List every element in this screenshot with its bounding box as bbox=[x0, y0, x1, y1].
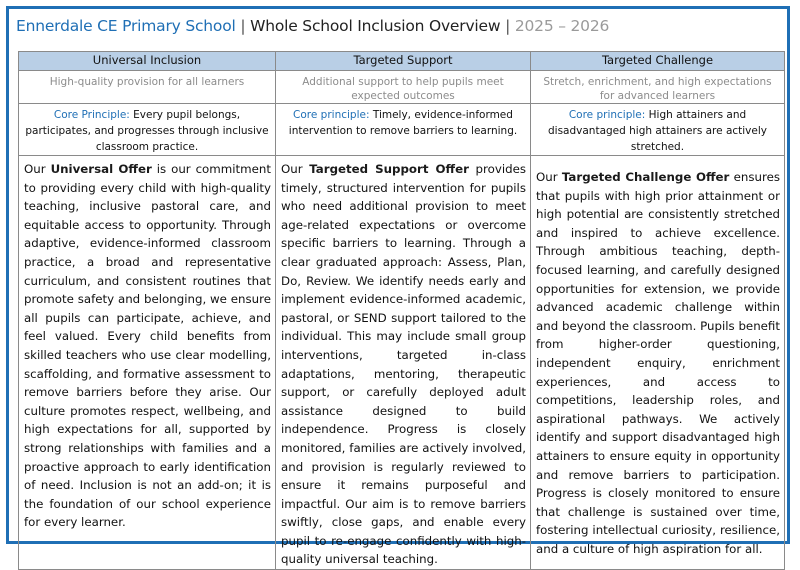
core-principle-text: Timely, evidence-informed intervention to remove barriers to learning. bbox=[288, 109, 518, 137]
column-heading-universal: Universal Inclusion bbox=[19, 52, 276, 71]
core-principle bbox=[531, 104, 785, 156]
core-principle bbox=[19, 104, 276, 156]
document-title: Whole School Inclusion Overview bbox=[250, 17, 501, 35]
table-header-row bbox=[19, 52, 785, 71]
core-principle-label: Core principle: bbox=[293, 109, 370, 121]
column-subtitle: High-quality provision for all learners bbox=[19, 71, 276, 104]
principle-row bbox=[19, 104, 785, 156]
core-principle-text: High attainers and disadvantaged high attainers are actively stretched. bbox=[548, 109, 767, 153]
column-subtitle: Additional support to help pupils meet expected outcomes bbox=[276, 71, 531, 104]
title-separator: | bbox=[505, 17, 511, 35]
title-separator: | bbox=[240, 17, 246, 35]
offer-name: Universal Offer bbox=[50, 162, 152, 176]
body-intro: Our bbox=[281, 162, 303, 176]
page-title bbox=[16, 17, 609, 35]
offer-name: Targeted Support Offer bbox=[309, 162, 469, 176]
body-intro: Our bbox=[536, 170, 558, 184]
body-text: provides timely, structured intervention for pupils who need additional provision to meet age-related expectations or overcome specific barriers to learning. Through a clear graduated approach: Assess, Plan, Do, Review. We identify needs early and implement evidence-informed academic, pastoral, or SEND support tailored to the individual. This may include small group interventions, targeted in-class adaptations, mentoring, therapeutic support, or carefully deployed adult assistance designed to build independence. Progress is closely monitored, families are actively involved, and provision is regularly reviewed to ensure it remains purposeful and impactful. Our aim is to remove barriers swiftly, close gaps, and enable every pupil to re-engage confidently with high-quality universal teaching. bbox=[281, 162, 526, 567]
column-heading-targeted-challenge: Targeted Challenge bbox=[531, 52, 785, 71]
core-principle bbox=[276, 104, 531, 156]
column-heading-targeted-support: Targeted Support bbox=[276, 52, 531, 71]
targeted-support-description bbox=[276, 156, 531, 570]
column-subtitle: Stretch, enrichment, and high expectations for advanced learners bbox=[531, 71, 785, 104]
inclusion-overview-table bbox=[18, 51, 785, 570]
body-intro: Our bbox=[24, 162, 46, 176]
core-principle-label: Core Principle: bbox=[53, 109, 130, 121]
body-row bbox=[19, 156, 785, 570]
universal-offer-description bbox=[19, 156, 276, 570]
targeted-challenge-description bbox=[531, 156, 785, 570]
academic-year: 2025 – 2026 bbox=[514, 17, 610, 35]
offer-name: Targeted Challenge Offer bbox=[561, 170, 730, 184]
body-text: is our commitment to providing every child with high-quality teaching, inclusive pastoral care, and equitable access to opportunity. Through adaptive, evidence-informed classroom practice, a broad and representative curriculum, and consistent routines that promote safety and belonging, we ensure all pupils can participate, achieve, and feel valued. Every child benefits from skilled teachers who use clear modelling, scaffolding, and formative assessment to remove barriers before they arise. Our culture promotes respect, wellbeing, and high expectations for all, supported by strong relationships with families and a proactive approach to early identification of need. Inclusion is not an add-on; it is the foundation of our school experience for every learner. bbox=[24, 162, 272, 530]
subtitle-row bbox=[19, 71, 785, 104]
core-principle-text: Every pupil belongs, participates, and progresses through inclusive classroom practice. bbox=[25, 109, 269, 153]
core-principle-label: Core principle: bbox=[568, 109, 646, 121]
school-name: Ennerdale CE Primary School bbox=[16, 17, 236, 35]
body-text: ensures that pupils with high prior attainment or high potential are consistently stretched and inspired to achieve excellence. Through ambitious teaching, depth-focused learning, and carefully designed opportunities for extension, we provide advanced academic challenge within and beyond the classroom. Pupils benefit from higher-order questioning, independent enquiry, enrichment experiences, and access to competitions, leadership roles, and aspirational pathways. We actively identify and support disadvantaged high attainers to ensure equity in opportunity and remove barriers to participation. Progress is closely monitored to ensure that challenge is sustained over time, fostering intellectual curiosity, resilience, and a culture of high aspiration for all. bbox=[536, 170, 781, 556]
